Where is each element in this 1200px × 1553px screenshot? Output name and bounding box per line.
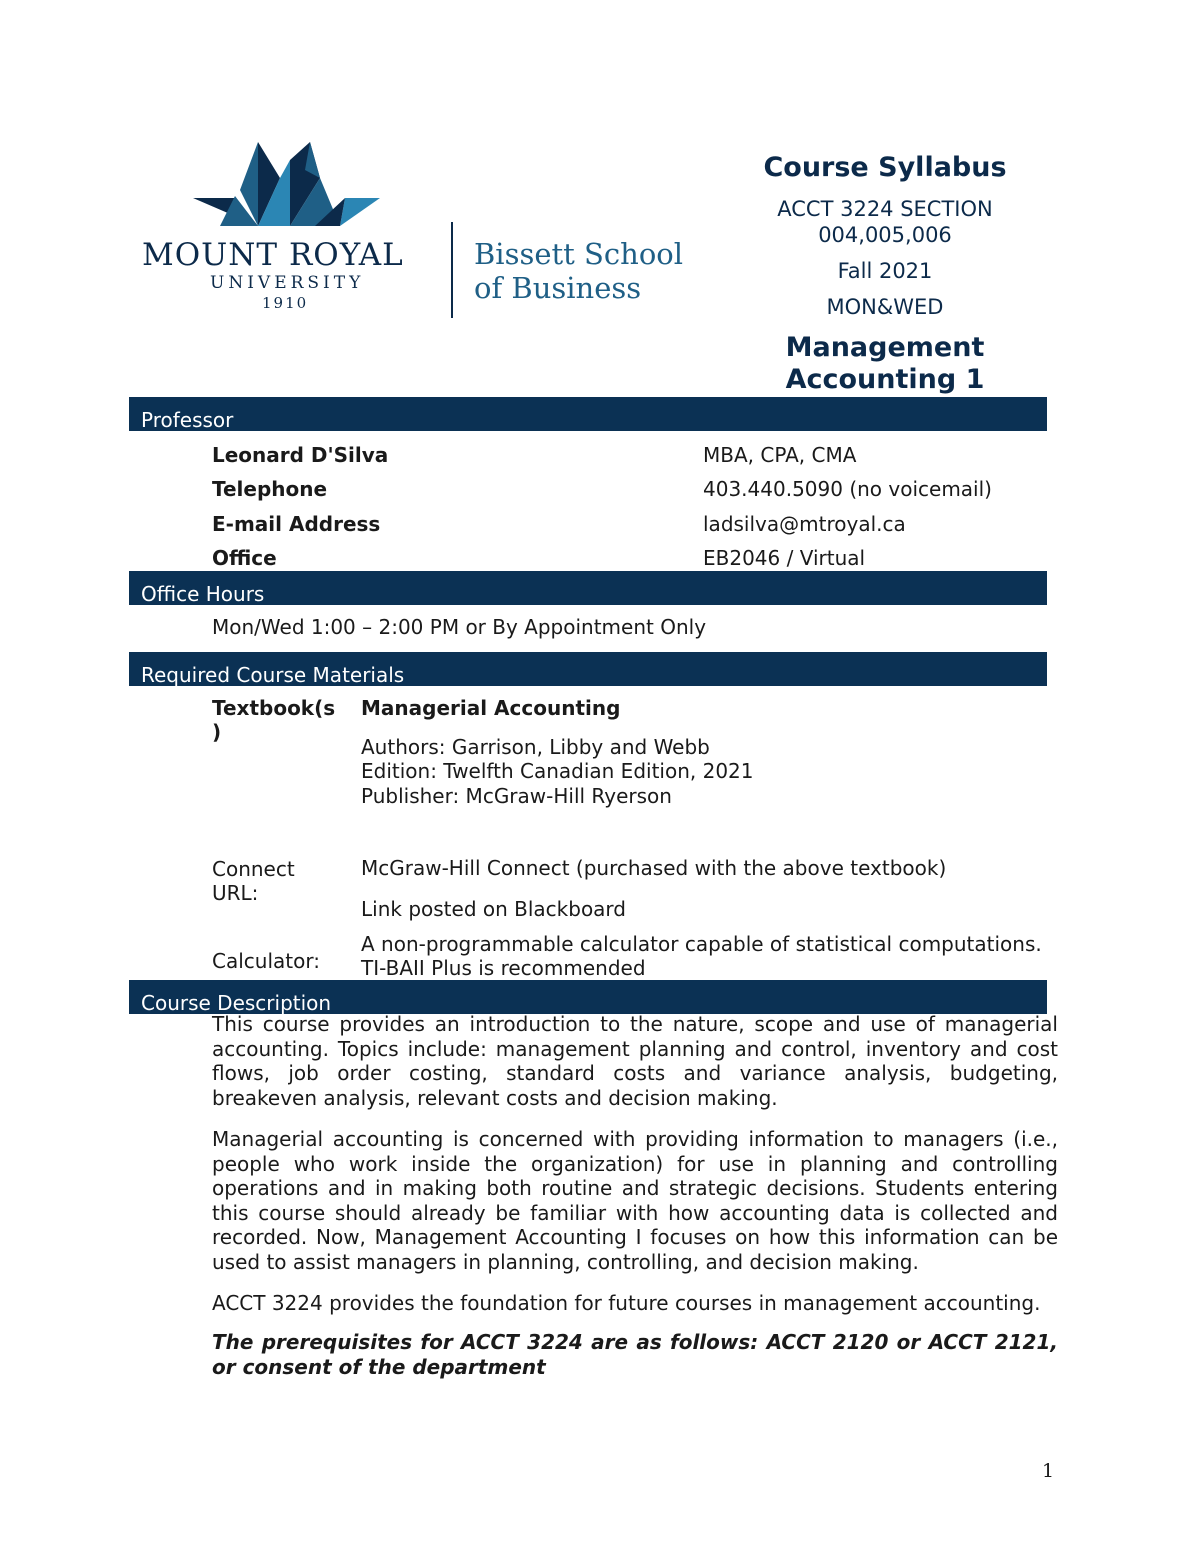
textbook-label-line2: ) <box>212 720 222 744</box>
textbook-label-line1: Textbook(s <box>212 696 336 720</box>
office-hours-text: Mon/Wed 1:00 – 2:00 PM or By Appointment Only <box>212 615 707 639</box>
telephone-label: Telephone <box>212 477 328 501</box>
section-header-description: Course Description <box>129 980 1047 1014</box>
email-value[interactable]: ladsilva@mtroyal.ca <box>703 512 906 536</box>
section-header-materials: Required Course Materials <box>129 652 1047 686</box>
calculator-label: Calculator: <box>212 949 320 973</box>
email-label: E-mail Address <box>212 512 381 536</box>
course-name <box>745 332 1025 396</box>
course-name-line2: Accounting 1 <box>785 364 985 395</box>
textbook-authors: Authors: Garrison, Libby and Webb <box>361 735 710 759</box>
prerequisites-note: The prerequisites for ACCT 3224 are as follows: ACCT 2120 or ACCT 2121, or consent of the department <box>212 1330 1058 1379</box>
description-paragraph-3: ACCT 3224 provides the foundation for future courses in management accounting. <box>212 1291 1041 1315</box>
description-paragraph-1: This course provides an introduction to the nature, scope and use of managerial accounting. Topics include: management planning and control, inventory and cost flows, job order costing, standard costs and variance analysis, budgeting, breakeven analysis, relevant costs and decision making. <box>212 1012 1058 1110</box>
textbook-publisher: Publisher: McGraw-Hill Ryerson <box>361 784 672 808</box>
course-term: Fall 2021 <box>837 259 933 283</box>
calculator-line1: A non-programmable calculator capable of statistical computations. <box>361 932 1042 956</box>
professor-credentials: MBA, CPA, CMA <box>703 443 857 467</box>
connect-label-line1: Connect <box>212 857 295 881</box>
connect-link-text: Link posted on Blackboard <box>361 897 626 921</box>
calculator-line2: TI-BAII Plus is recommended <box>361 956 646 980</box>
telephone-value: 403.440.5090 (no voicemail) <box>703 477 992 501</box>
course-name-line1: Management <box>785 332 985 363</box>
connect-value: McGraw-Hill Connect (purchased with the above textbook) <box>361 856 947 880</box>
connect-label-line2: URL: <box>212 881 259 905</box>
university-logo <box>140 138 700 323</box>
logo-school-line2: of Business <box>474 271 642 305</box>
logo-emblem <box>193 142 380 226</box>
professor-name: Leonard D'Silva <box>212 443 389 467</box>
logo-university-name: MOUNT ROYAL <box>142 237 404 273</box>
office-label: Office <box>212 546 277 570</box>
office-value: EB2046 / Virtual <box>703 546 866 570</box>
course-days: MON&WED <box>826 295 944 319</box>
course-section-line2: 004,005,006 <box>818 223 952 247</box>
textbook-edition: Edition: Twelfth Canadian Edition, 2021 <box>361 759 754 783</box>
textbook-title: Managerial Accounting <box>361 696 621 720</box>
logo-school-line1: Bissett School <box>474 237 684 271</box>
logo-year: 1910 <box>262 294 309 312</box>
syllabus-title: Course Syllabus <box>763 152 1007 183</box>
page-number: 1 <box>1042 1460 1055 1482</box>
logo-university-subtitle: UNIVERSITY <box>210 273 365 293</box>
section-header-professor: Professor <box>129 397 1047 431</box>
section-header-office-hours: Office Hours <box>129 571 1047 605</box>
course-section-line1: ACCT 3224 SECTION <box>777 197 993 221</box>
description-paragraph-2: Managerial accounting is concerned with providing information to managers (i.e., people who work inside the organization) for use in planning and controlling operations and in making both routine and strategic decisions. Students entering this course should already be familiar with how accounting data is collected and recorded. Now, Management Accounting I focuses on how this information can be used to assist managers in planning, controlling, and decision making. <box>212 1127 1058 1274</box>
